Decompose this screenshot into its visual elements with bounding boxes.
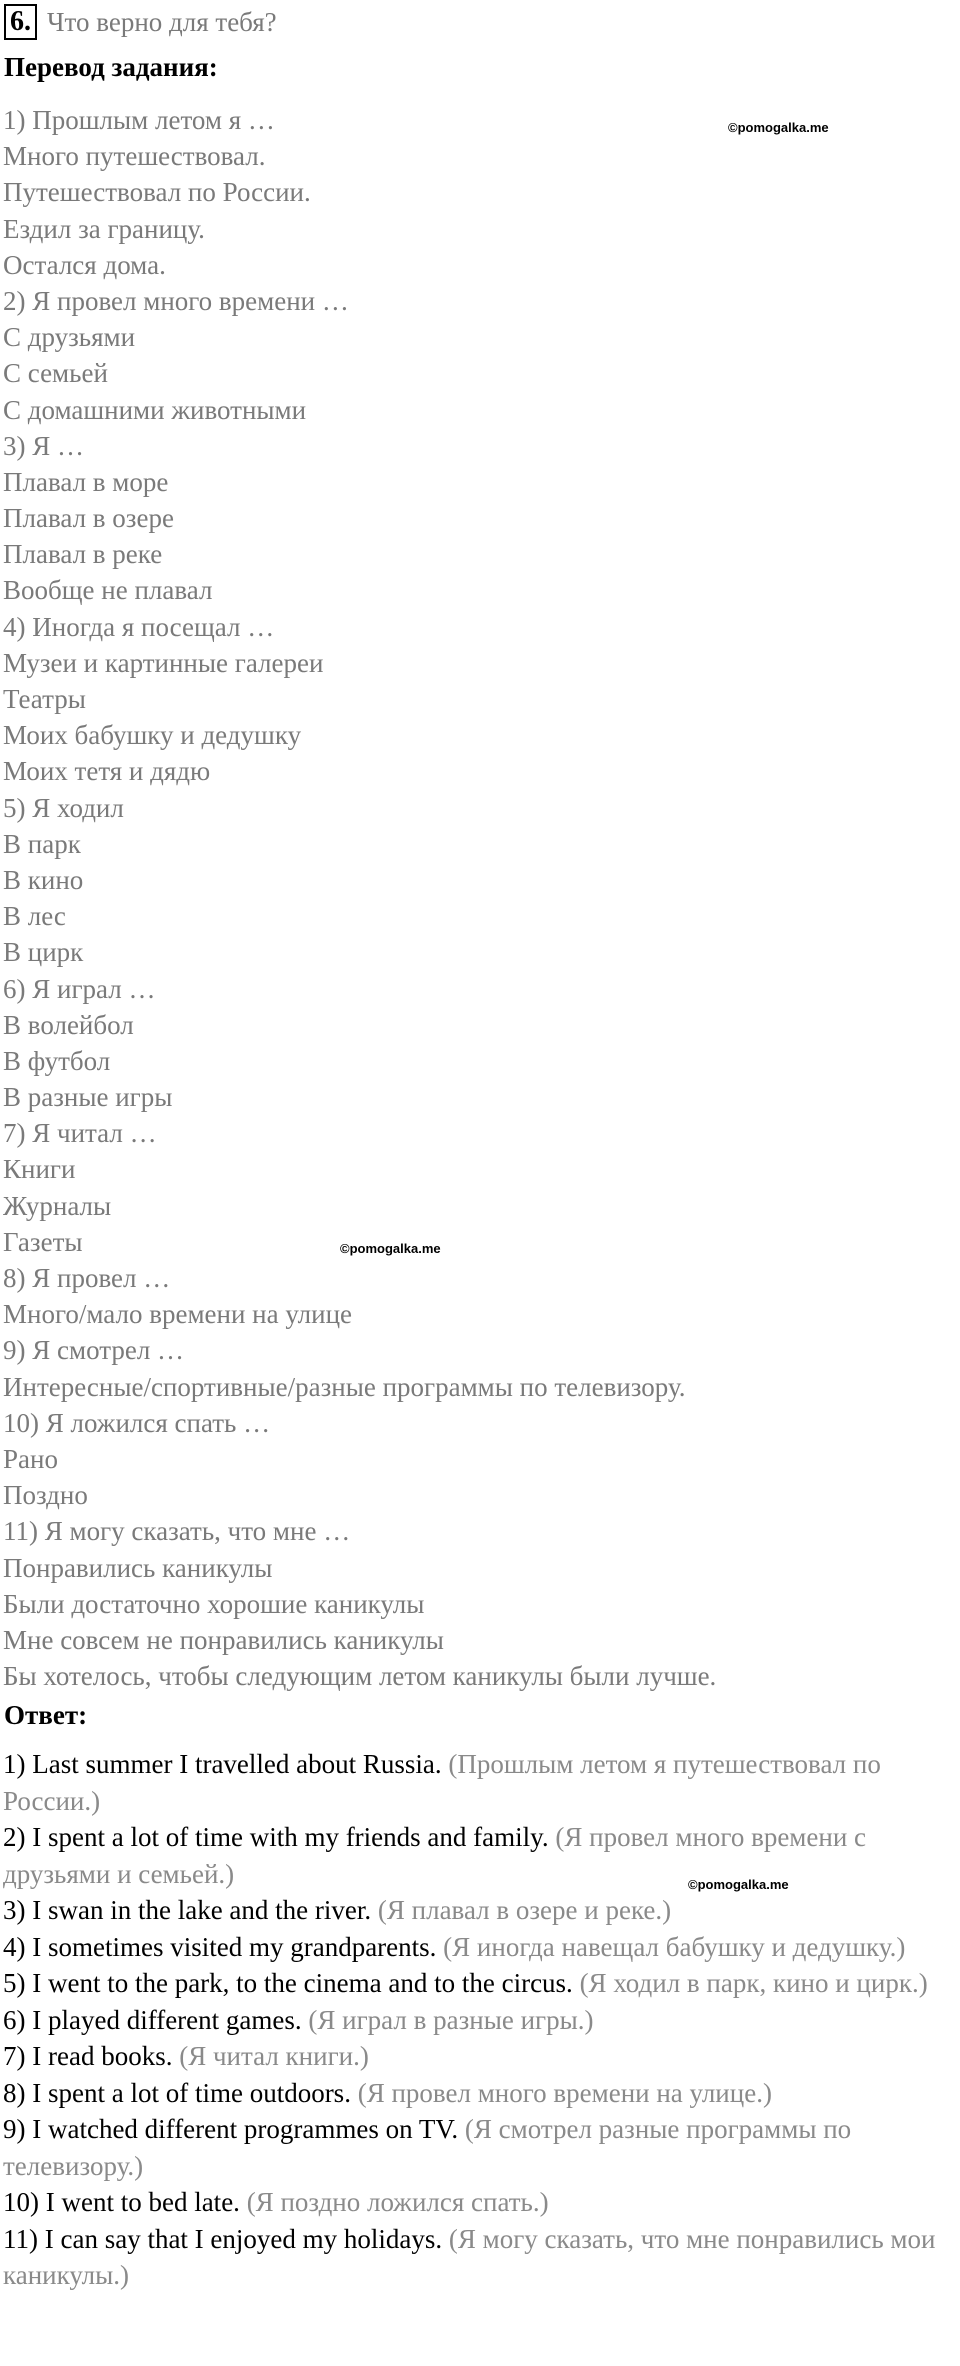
watermark: ©pomogalka.me — [340, 1241, 441, 1256]
answer-russian: (Я плавал в озере и реке.) — [377, 1895, 672, 1925]
translation-line: 4) Иногда я посещал … — [3, 611, 275, 642]
answer-list — [3, 1746, 955, 2294]
task-header — [0, 0, 277, 44]
translation-line: Плавал в море — [3, 466, 169, 497]
answer-russian: (Я провел много времени на улице.) — [357, 2077, 772, 2108]
translation-line: Книги — [3, 1154, 76, 1185]
answer-english: 8) I spent a lot of time outdoors. — [3, 2077, 351, 2108]
answer-heading: Ответ: — [4, 1700, 88, 1730]
translation-line: 3) Я … — [3, 430, 84, 461]
translation-line: Музеи и картинные галереи — [3, 647, 324, 678]
translation-line: Моих тетя и дядю — [3, 756, 211, 787]
translation-line: С домашними животными — [3, 394, 307, 425]
translation-line: Понравились каникулы — [3, 1552, 273, 1583]
answer-item — [3, 2038, 955, 2075]
answer-item — [3, 1746, 955, 1819]
translation-line: В лес — [3, 901, 66, 932]
translation-line: С семьей — [3, 358, 108, 389]
answer-russian: (Я играл в разные игры.) — [308, 2004, 594, 2035]
translation-line: С друзьями — [3, 322, 136, 353]
translation-line: В волейбол — [3, 1009, 134, 1040]
translation-line: 6) Я играл … — [3, 973, 156, 1004]
translation-heading: Перевод задания: — [4, 52, 218, 82]
translation-line: Поздно — [3, 1480, 88, 1511]
translation-line: 9) Я смотрел … — [3, 1335, 185, 1366]
answer-item — [3, 2221, 955, 2294]
translation-line: 11) Я могу сказать, что мне … — [3, 1516, 351, 1547]
translation-line: 1) Прошлым летом я … — [3, 105, 275, 135]
answer-english: 6) I played different games. — [3, 2004, 302, 2035]
answer-english: 1) Last summer I travelled about Russia. — [3, 1749, 442, 1779]
task-question: Что верно для тебя? — [47, 6, 277, 37]
answer-item — [3, 1965, 955, 2002]
translation-line: 8) Я провел … — [3, 1263, 171, 1293]
watermark: ©pomogalka.me — [728, 120, 829, 135]
translation-line: Много/мало времени на улице — [3, 1299, 353, 1330]
answer-item — [3, 2002, 955, 2039]
watermark: ©pomogalka.me — [688, 1877, 789, 1892]
answer-item — [3, 2184, 955, 2221]
answer-russian: (Я поздно ложился спать.) — [246, 2187, 549, 2217]
translation-line: Рано — [3, 1443, 58, 1474]
answer-russian: (Прошлым летом я путешествовал по России.) — [3, 1749, 881, 1816]
translation-list — [3, 102, 953, 1694]
translation-line: 2) Я провел много времени … — [3, 285, 349, 316]
translation-line: Ездил за границу. — [3, 213, 205, 244]
answer-english: 10) I went to bed late. — [3, 2187, 240, 2217]
translation-line: Плавал в озере — [3, 503, 174, 534]
translation-line: Журналы — [3, 1190, 112, 1221]
translation-line: Были достаточно хорошие каникулы — [3, 1588, 425, 1619]
answer-russian: (Я смотрел разные программы по телевизору.) — [3, 2114, 852, 2181]
translation-line: 7) Я читал … — [3, 1118, 157, 1149]
translation-line: В парк — [3, 828, 81, 859]
translation-line: Интересные/спортивные/разные программы по телевизору. — [3, 1371, 686, 1402]
translation-line: 5) Я ходил — [3, 792, 124, 823]
answer-english: 5) I went to the park, to the cinema and to the circus. — [3, 1968, 573, 1998]
translation-line: Театры — [3, 684, 86, 714]
answer-item — [3, 1819, 955, 1892]
answer-item — [3, 1929, 955, 1966]
translation-line: Много путешествовал. — [3, 141, 266, 172]
answer-english: 11) I can say that I enjoyed my holidays. — [3, 2223, 443, 2254]
answer-russian: (Я иногда навещал бабушку и дедушку.) — [443, 1931, 906, 1962]
translation-line: Газеты — [3, 1226, 83, 1257]
answer-english: 7) I read books. — [3, 2041, 173, 2071]
answer-russian: (Я ходил в парк, кино и цирк.) — [579, 1968, 928, 1998]
translation-line: Остался дома. — [3, 249, 166, 280]
translation-line: Путешествовал по России. — [3, 177, 311, 208]
translation-line: В кино — [3, 864, 84, 895]
answer-russian: (Я читал книги.) — [179, 2041, 369, 2071]
answer-english: 9) I watched different programmes on TV. — [3, 2114, 459, 2144]
answer-item — [3, 2075, 955, 2112]
answer-item — [3, 1892, 955, 1929]
answer-english: 4) I sometimes visited my grandparents. — [3, 1931, 437, 1962]
translation-line: Вообще не плавал — [3, 575, 213, 606]
translation-line: 10) Я ложился спать … — [3, 1407, 271, 1438]
translation-line: Бы хотелось, чтобы следующим летом каникулы были лучше. — [3, 1661, 717, 1692]
answer-english: 3) I swan in the lake and the river. — [3, 1895, 372, 1925]
translation-line: В разные игры — [3, 1082, 173, 1113]
answer-russian: (Я могу сказать, что мне понравились мои каникулы.) — [3, 2223, 936, 2290]
translation-line: Мне совсем не понравились каникулы — [3, 1624, 444, 1655]
translation-line: Плавал в реке — [3, 539, 163, 570]
answer-item — [3, 2111, 955, 2184]
translation-line: В цирк — [3, 937, 84, 968]
answer-russian: (Я провел много времени с друзьями и семьей.) — [3, 1822, 867, 1889]
answer-english: 2) I spent a lot of time with my friends and family. — [3, 1822, 549, 1852]
translation-line: В футбол — [3, 1045, 111, 1076]
translation-line: Моих бабушку и дедушку — [3, 720, 302, 751]
task-number: 6. — [4, 4, 37, 40]
